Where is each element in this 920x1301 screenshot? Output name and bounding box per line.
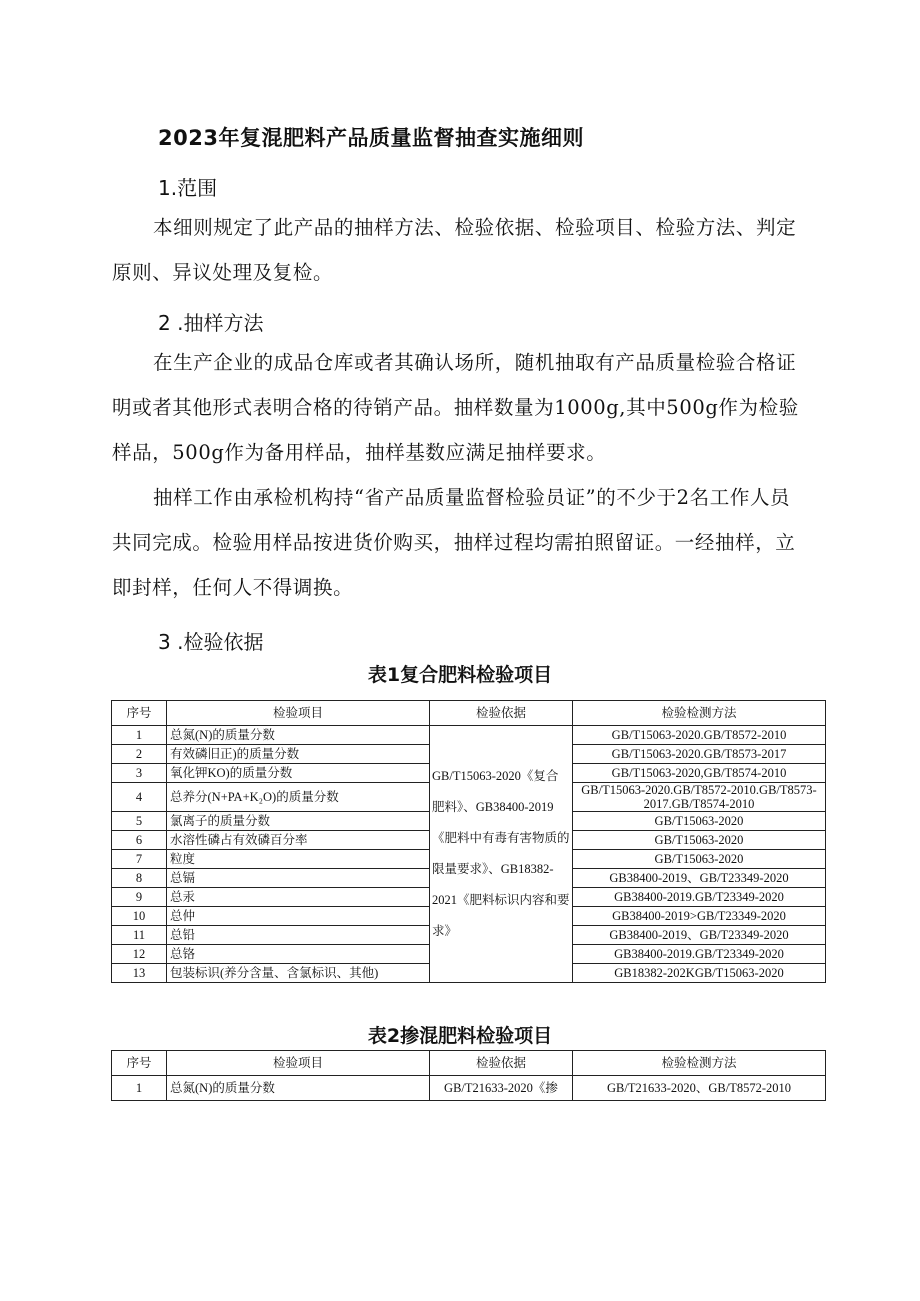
row-method: GB38400-2019>GB/T23349-2020: [573, 907, 826, 926]
table1-basis-cell: GB/T15063-2020《复合肥料》、GB38400-2019《肥料中有毒有害物质的限量要求》、GB18382-2021《肥料标识内容和要求》: [430, 726, 573, 983]
row-method: GB/T15063-2020.GB/T8572-2010.GB/T8573-2017.GB/T8574-2010: [573, 783, 826, 812]
row-no: 5: [112, 812, 167, 831]
row-item: 总铅: [167, 926, 430, 945]
row-method: GB38400-2019、GB/T23349-2020: [573, 869, 826, 888]
table2: [111, 1050, 826, 1101]
row-method: GB/T15063-2020: [573, 812, 826, 831]
row-item: 总仲: [167, 907, 430, 926]
header-basis: 检验依据: [430, 1051, 573, 1076]
header-no: 序号: [112, 701, 167, 726]
section-heading-sampling: 2 .抽样方法: [158, 311, 264, 335]
row-no: 10: [112, 907, 167, 926]
row-no: 4: [112, 783, 167, 812]
row-item: 总养分(N+PA+K₂O)的质量分数: [167, 783, 430, 812]
row-method: GB/T15063-2020,GB/T8574-2010: [573, 764, 826, 783]
row-method: GB38400-2019.GB/T23349-2020: [573, 945, 826, 964]
row-no: 11: [112, 926, 167, 945]
row-method: GB/T15063-2020.GB/T8573-2017: [573, 745, 826, 764]
row-item: 总汞: [167, 888, 430, 907]
row-item: 氯离子的质量分数: [167, 812, 430, 831]
row-item: 总氮(N)的质量分数: [167, 726, 430, 745]
header-method: 检验检测方法: [573, 1051, 826, 1076]
document-title: 2023年复混肥料产品质量监督抽查实施细则: [158, 126, 584, 150]
paragraph-sampling-2: 抽样工作由承检机构持“省产品质量监督检验员证”的不少于2名工作人员共同完成。检验用样品按进货价购买，抽样过程均需拍照留证。一经抽样，立即封样，任何人不得调换。: [112, 486, 796, 599]
paragraph-scope: 本细则规定了此产品的抽样方法、检验依据、检验项目、检验方法、判定原则、异议处理及复检。: [112, 216, 797, 284]
table1: [111, 700, 826, 983]
header-item: 检验项目: [167, 1051, 430, 1076]
row-method: GB/T15063-2020: [573, 831, 826, 850]
row-method: GB18382-202KGB/T15063-2020: [573, 964, 826, 983]
table2-header-row: [112, 1051, 826, 1076]
table-row: [112, 1076, 826, 1101]
table1-caption: 表1复合肥料检验项目: [367, 664, 553, 686]
row-item: 水溶性磷占有效磷百分率: [167, 831, 430, 850]
row-item: 氧化钾KO)的质量分数: [167, 764, 430, 783]
row-basis: GB/T21633-2020《掺: [430, 1076, 573, 1101]
row-method: GB38400-2019、GB/T23349-2020: [573, 926, 826, 945]
row-method: GB38400-2019.GB/T23349-2020: [573, 888, 826, 907]
row-no: 1: [112, 726, 167, 745]
table1-header-row: [112, 701, 826, 726]
header-item: 检验项目: [167, 701, 430, 726]
row-item: 包装标识(养分含量、含氯标识、其他): [167, 964, 430, 983]
table-row: [112, 726, 826, 745]
row-no: 1: [112, 1076, 167, 1101]
row-method: GB/T21633-2020、GB/T8572-2010: [573, 1076, 826, 1101]
row-no: 12: [112, 945, 167, 964]
header-basis: 检验依据: [430, 701, 573, 726]
paragraph-sampling-1: 在生产企业的成品仓库或者其确认场所，随机抽取有产品质量检验合格证明或者其他形式表明合格的待销产品。抽样数量为1000g,其中500g作为检验样品，500g作为备用样品，抽样基数应满足抽样要求。: [112, 351, 799, 464]
row-no: 8: [112, 869, 167, 888]
row-item: 总镉: [167, 869, 430, 888]
row-no: 3: [112, 764, 167, 783]
section-heading-basis: 3 .检验依据: [158, 630, 264, 654]
row-no: 13: [112, 964, 167, 983]
row-item: 粒度: [167, 850, 430, 869]
row-method: GB/T15063-2020.GB/T8572-2010: [573, 726, 826, 745]
header-no: 序号: [112, 1051, 167, 1076]
row-item: 总铬: [167, 945, 430, 964]
header-method: 检验检测方法: [573, 701, 826, 726]
row-item: 总氮(N)的质量分数: [167, 1076, 430, 1101]
row-no: 7: [112, 850, 167, 869]
row-item: 有效磷旧正)的质量分数: [167, 745, 430, 764]
section-heading-scope: 1.范围: [158, 176, 218, 200]
row-no: 9: [112, 888, 167, 907]
row-no: 6: [112, 831, 167, 850]
row-method: GB/T15063-2020: [573, 850, 826, 869]
table2-caption: 表2掺混肥料检验项目: [367, 1025, 553, 1047]
row-no: 2: [112, 745, 167, 764]
